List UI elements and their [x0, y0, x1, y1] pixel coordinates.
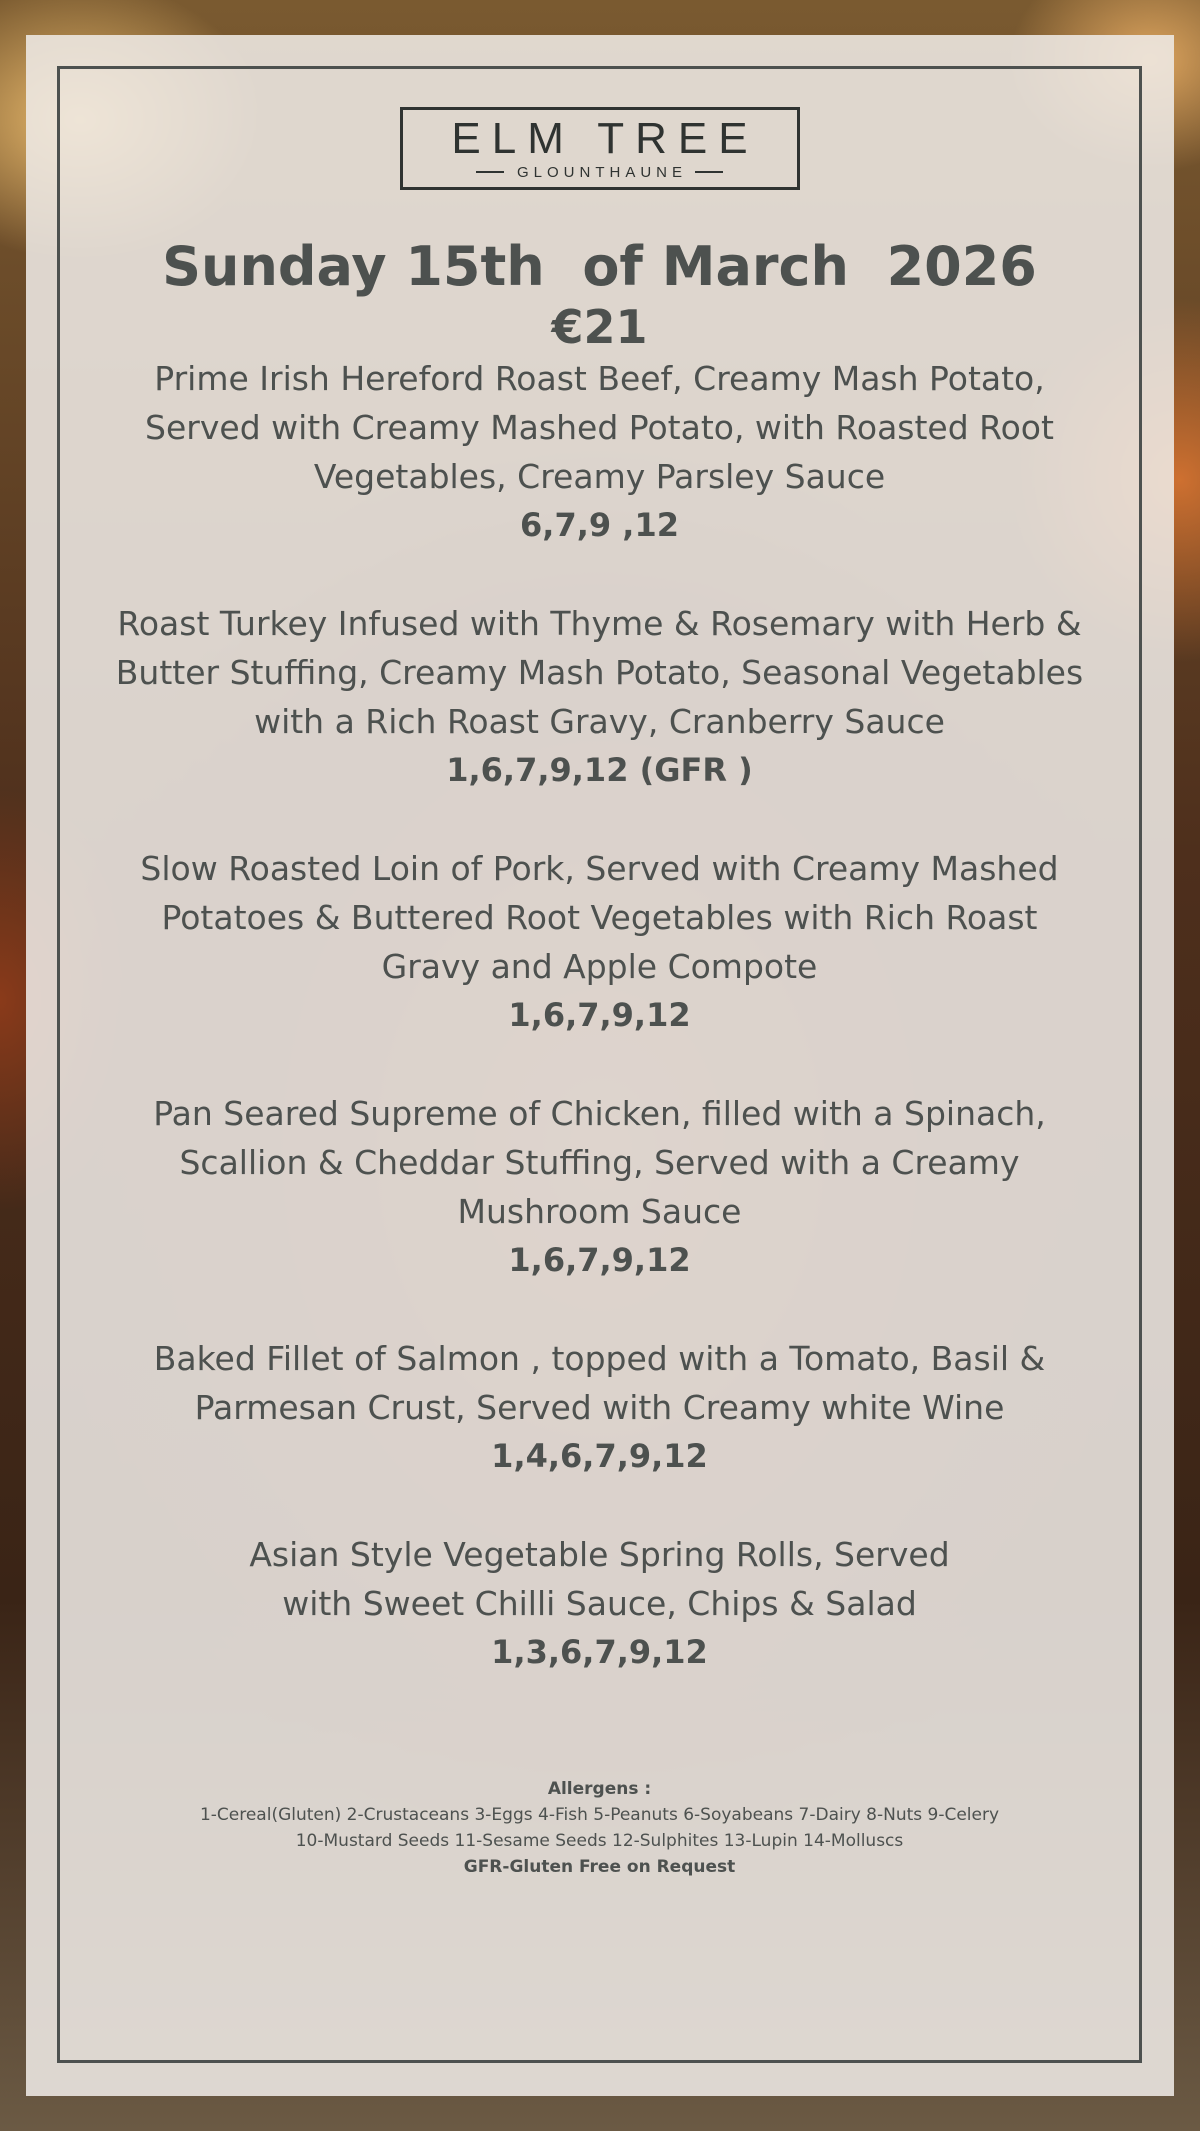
- dish-allergens: 1,6,7,9,12: [508, 1241, 691, 1279]
- dish-item: [60, 599, 1139, 794]
- allergens-list-line-2: 10-Mustard Seeds 11-Sesame Seeds 12-Sulphites 13-Lupin 14-Molluscs: [295, 1831, 904, 1851]
- dish-description: Roast Turkey Infused with Thyme & Rosemary with Herb & Butter Stuffing, Creamy Mash Potato, Seasonal Vegetables with a Rich Roast Gravy, Cranberry Sauce: [115, 604, 1084, 741]
- allergens-list-line-1: 1-Cereal(Gluten) 2-Crustaceans 3-Eggs 4-Fish 5-Peanuts 6-Soyabeans 7-Dairy 8-Nuts 9-Celery: [199, 1805, 1000, 1825]
- logo-name: ELM TREE: [451, 113, 759, 163]
- dish-item: [60, 1089, 1139, 1284]
- dish-item: [60, 354, 1139, 549]
- dish-allergens: 1,4,6,7,9,12: [491, 1437, 708, 1475]
- allergens-title: Allergens :: [547, 1779, 652, 1799]
- logo-rule-right: [695, 171, 723, 173]
- menu-price: €21: [551, 300, 648, 354]
- dish-item: [60, 1334, 1139, 1480]
- dish-description: Asian Style Vegetable Spring Rolls, Served with Sweet Chilli Sauce, Chips & Salad: [249, 1535, 950, 1623]
- gfr-note: GFR-Gluten Free on Request: [463, 1857, 736, 1877]
- dish-description: Pan Seared Supreme of Chicken, filled with a Spinach, Scallion & Cheddar Stuffing, Served with a Creamy Mushroom Sauce: [153, 1094, 1046, 1231]
- elm-tree-logo: [400, 107, 800, 190]
- dish-allergens: 1,3,6,7,9,12: [491, 1633, 708, 1671]
- logo-subtitle-row: [476, 164, 723, 181]
- menu-content: [60, 69, 1139, 1880]
- dish-item: [60, 1530, 1139, 1676]
- dish-description: Slow Roasted Loin of Pork, Served with Creamy Mashed Potatoes & Buttered Root Vegetables with Rich Roast Gravy and Apple Compote: [140, 849, 1059, 986]
- logo-rule-left: [476, 171, 504, 173]
- dish-allergens: 1,6,7,9,12 (GFR ): [446, 751, 753, 789]
- menu-date: Sunday 15th of March 2026: [162, 235, 1037, 298]
- dish-allergens: 6,7,9 ,12: [520, 506, 679, 544]
- dish-description: Prime Irish Hereford Roast Beef, Creamy Mash Potato, Served with Creamy Mashed Potato, with Roasted Root Vegetables, Creamy Parsley Sauce: [145, 359, 1054, 496]
- dish-item: [60, 844, 1139, 1039]
- allergens-footer: [60, 1776, 1139, 1880]
- logo-location: GLOUNTHAUNE: [516, 163, 687, 181]
- dish-allergens: 1,6,7,9,12: [508, 996, 691, 1034]
- dish-description: Baked Fillet of Salmon , topped with a Tomato, Basil & Parmesan Crust, Served with Creamy white Wine: [153, 1339, 1046, 1427]
